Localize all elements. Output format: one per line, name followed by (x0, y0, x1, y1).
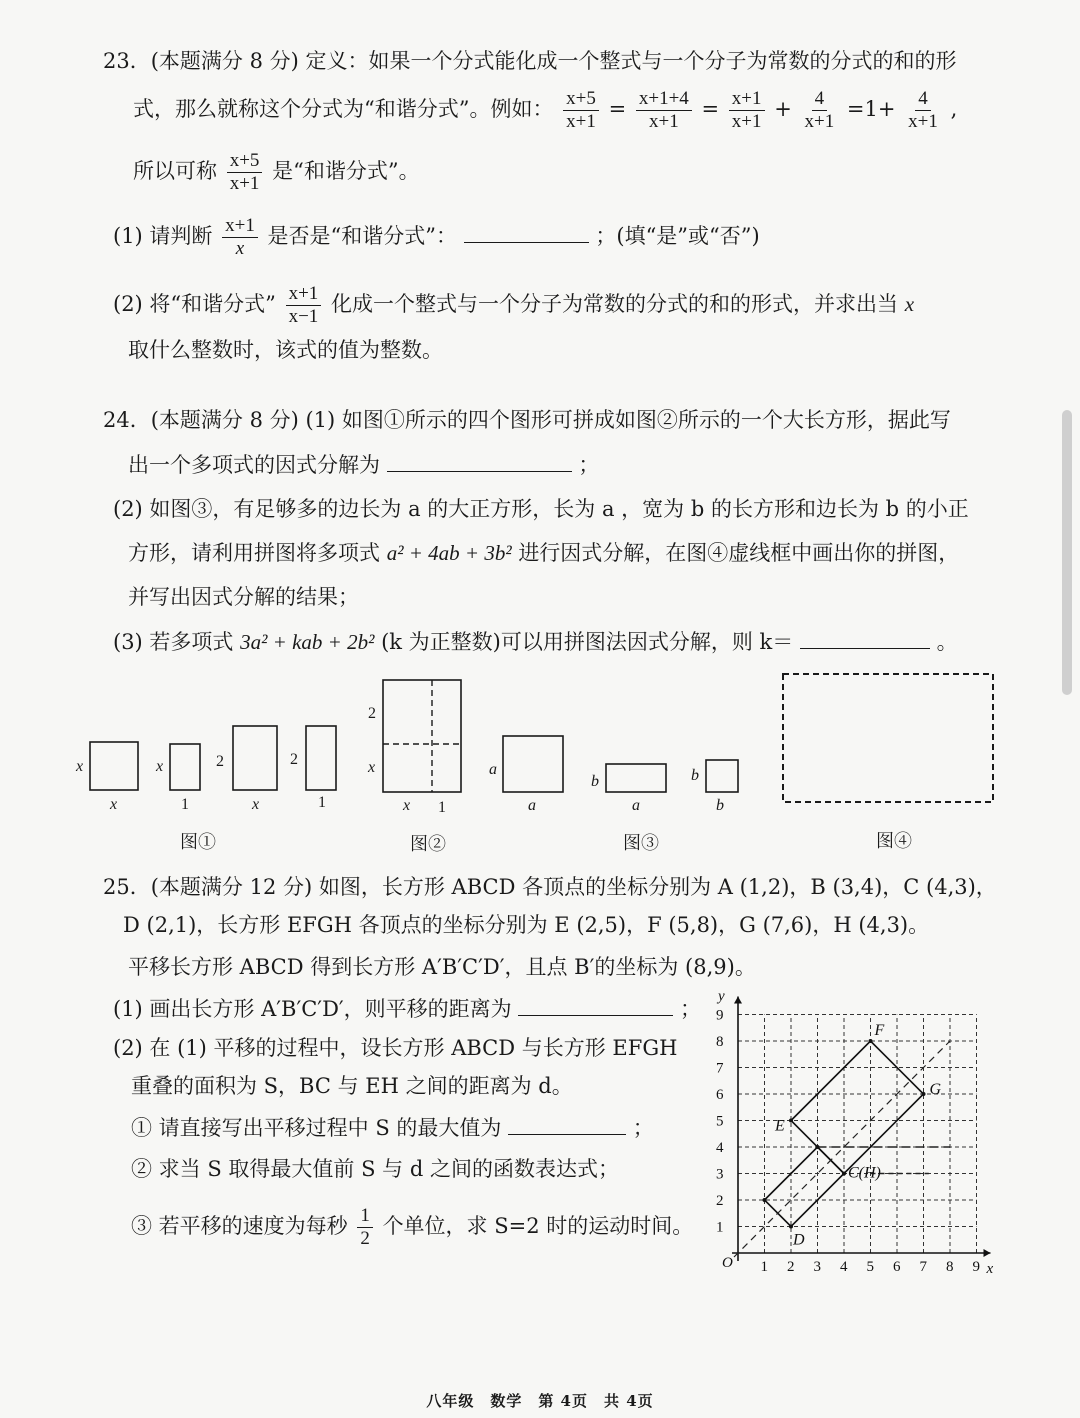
q24-part3-polynomial: 3a² + kab + 2b² (240, 630, 375, 654)
page-footer: 八年级 数学 第 4页 共 4页 (426, 1392, 654, 1410)
q25-sub1-end: ； (632, 1116, 654, 1140)
fig3-label: b (716, 797, 724, 814)
q23-part2-frac: $\frac{x+1}{x-1}$ (286, 283, 322, 328)
x-axis-arrow (984, 1249, 991, 1257)
y-tick-label: 6 (716, 1087, 724, 1103)
fig2-label: 2 (368, 705, 376, 722)
q23-line3 (133, 150, 420, 195)
fig3-label: b (591, 773, 599, 790)
q25-sub3-frac: $\frac{1}{2}$ (357, 1205, 373, 1250)
q23-part2-prefix: (2) 将“和谐分式” (113, 292, 276, 316)
point-label: C(H) (848, 1164, 881, 1182)
y-tick-label: 5 (716, 1113, 724, 1130)
x-tick-label: 8 (946, 1259, 954, 1275)
caption-fig2: 图② (410, 834, 446, 855)
q24-part2-text-b: 进行因式分解，在图④虚线框中画出你的拼图， (518, 541, 960, 565)
q25-line2: D (2,1)，长方形 EFGH 各顶点的坐标分别为 E (2,5)，F (5,8)，G (7,6)，H (4,3)。 (123, 913, 930, 937)
y-tick-label: 3 (716, 1166, 724, 1183)
point-label: E (775, 1117, 785, 1135)
q25-line3: 平移长方形 ABCD 得到长方形 A′B′C′D′，且点 B′的坐标为 (8,9)。 (128, 955, 756, 979)
q24-part2-line2 (128, 538, 959, 568)
fig2-label: x (368, 759, 376, 776)
q24-line2-end: ； (578, 453, 600, 477)
q23-line3-prefix: 所以可称 (133, 159, 217, 183)
caption-fig4: 图④ (876, 831, 912, 852)
scrollbar-thumb[interactable] (1062, 410, 1072, 695)
equals-one-plus: =1+ (846, 97, 896, 121)
point-ch (842, 1172, 846, 1176)
q24-line1: 24．(本题满分 8 分) (1) 如图①所示的四个图形可拼成如图②所示的一个大长方形，据此写 (103, 408, 951, 432)
answer-blank-q23-1[interactable] (464, 220, 589, 243)
equals-sign: = (701, 97, 720, 121)
equals-sign: = (608, 97, 627, 121)
fig1-label: 2 (290, 751, 298, 768)
q25-part1 (113, 993, 701, 1024)
origin-label: O (722, 1255, 733, 1271)
fig3-square-b (706, 760, 738, 792)
example-frac-1: $\frac{x+5}{x+1}$ (563, 88, 599, 133)
rectangles (734, 1039, 950, 1257)
q25-sub3 (131, 1205, 693, 1250)
fig3-label: b (691, 767, 699, 784)
q25-sub3-text-b: 个单位，求 S=2 时的运动时间。 (382, 1214, 694, 1238)
example-frac-4: $\frac{4}{x+1}$ (804, 88, 835, 132)
point-g (922, 1092, 926, 1096)
q25-part1-end: ； (680, 997, 702, 1021)
caption-fig3: 图③ (623, 833, 659, 854)
q24-part2-line3: 并写出因式分解的结果； (128, 585, 359, 609)
example-frac-3: $\frac{x+1}{x+1}$ (729, 88, 765, 133)
answer-blank-q25-1[interactable] (518, 993, 673, 1016)
fig1-label: x (156, 758, 164, 775)
y-axis-label: y (718, 988, 725, 1005)
fig3-label: a (632, 797, 640, 814)
x-tick-label: 1 (760, 1259, 768, 1275)
q24-part3 (113, 626, 958, 657)
x-tick-label: 6 (893, 1259, 901, 1275)
q25-line1: 25．(本题满分 12 分) 如图，长方形 ABCD 各顶点的坐标分别为 A (1,2)，B (3,4)，C (4,3)， (103, 875, 997, 899)
fig1-label: 1 (318, 794, 326, 811)
q23-line3-frac: $\frac{x+5}{x+1}$ (227, 150, 263, 195)
fig1-rect-21 (306, 726, 336, 790)
example-frac-5: $\frac{4}{x+1}$ (908, 88, 938, 132)
plus-sign: + (774, 97, 792, 121)
answer-blank-q24-1[interactable] (387, 449, 572, 472)
fig3-rect-ab (606, 764, 666, 792)
q24-part3-end: 。 (936, 630, 958, 654)
q25-sub1 (131, 1112, 654, 1143)
y-tick-label: 7 (716, 1060, 724, 1077)
y-tick-label: 1 (716, 1219, 724, 1236)
q25-sub2: ② 求当 S 取得最大值前 S 与 d 之间的函数表达式； (131, 1157, 619, 1181)
point-d (789, 1225, 793, 1229)
y-tick-label: 4 (716, 1140, 724, 1156)
grid-labels (716, 989, 994, 1278)
fig1-rect-2x (233, 726, 277, 790)
example-frac-2: $\frac{x+1+4}{x+1}$ (636, 88, 692, 133)
axes (732, 997, 991, 1262)
q23-part1 (113, 215, 760, 260)
q23-part2-var: x (904, 292, 915, 316)
q23-line1: 23．(本题满分 8 分) 定义：如果一个分式能化成一个整式与一个分子为常数的分式的和的形 (103, 49, 957, 73)
q23-part2-line2: 取什么整数时，该式的值为整数。 (128, 338, 443, 362)
fig1-label: x (110, 796, 118, 813)
q23-line2-text: 式，那么就称这个分式为“和谐分式”。例如： (133, 97, 554, 121)
q23-part1-frac: $\frac{x+1}{x}$ (222, 215, 258, 260)
q25-part2-line1: (2) 在 (1) 平移的过程中，设长方形 ABCD 与长方形 EFGH (113, 1036, 678, 1060)
x-tick-label: 2 (787, 1259, 795, 1275)
fig3-label: a (528, 797, 536, 814)
fig2-big-rect (383, 680, 461, 792)
y-axis-arrow (734, 997, 742, 1004)
q24-part2-text-a: 方形，请利用拼图将多项式 (128, 541, 380, 565)
point-b (816, 1145, 820, 1149)
q24-part2-line1: (2) 如图③，有足够多的边长为 a 的大正方形，长为 a ，宽为 b 的长方形和边长为 b 的小正 (113, 497, 969, 521)
answer-blank-q24-3[interactable] (800, 626, 930, 649)
q24-part3-text-b: (k 为正整数)可以用拼图法因式分解，则 k＝ (381, 630, 794, 654)
q23-part2 (113, 283, 914, 328)
translation-path (734, 1041, 950, 1257)
point-a (763, 1198, 767, 1202)
q23-line3-suffix: 是“和谐分式”。 (272, 159, 420, 183)
fig2-label: x (403, 797, 411, 814)
q25-part2-line2: 重叠的面积为 S，BC 与 EH 之间的距离为 d。 (131, 1074, 573, 1098)
y-tick-label: 8 (716, 1034, 724, 1050)
q24-polynomial: a² + 4ab + 3b² (386, 541, 512, 565)
q23-part2-suffix: 化成一个整式与一个分子为常数的分式的和的形式，并求出当 (331, 292, 898, 316)
q23-part1-suffix: 是否是“和谐分式”： (267, 224, 457, 248)
caption-fig1: 图① (180, 832, 216, 853)
x-tick-label: 7 (919, 1259, 927, 1275)
comma: , (950, 97, 958, 121)
answer-blank-q25-2[interactable] (508, 1112, 626, 1135)
point-label: G (929, 1081, 942, 1098)
fig4-dashed-box (783, 674, 993, 802)
fig1-rect-x1 (170, 744, 200, 790)
x-tick-label: 4 (840, 1259, 848, 1275)
fig1-label: x (252, 796, 260, 813)
q24-line2-text: 出一个多项式的因式分解为 (128, 453, 380, 477)
x-axis-label: x (986, 1261, 994, 1277)
point-label: D (793, 1231, 805, 1249)
q25-sub1-text: ① 请直接写出平移过程中 S 的最大值为 (131, 1116, 502, 1140)
fig1-label: x (76, 758, 84, 775)
fig3-square-a (503, 736, 563, 792)
fig1-square-x (90, 742, 138, 790)
q24-line2 (128, 449, 599, 480)
fig2-label: 1 (438, 799, 446, 816)
point-f (869, 1039, 873, 1043)
fig1-label: 2 (216, 753, 224, 770)
q23-part1-prefix: (1) 请判断 (113, 224, 213, 248)
point-e (789, 1119, 793, 1123)
y-tick-label: 9 (716, 1007, 724, 1024)
y-tick-label: 2 (716, 1193, 724, 1209)
x-tick-label: 5 (866, 1259, 874, 1275)
q23-line2 (133, 88, 957, 133)
fig3-label: a (489, 761, 497, 778)
q25-part1-text: (1) 画出长方形 A′B′C′D′，则平移的距离为 (113, 997, 512, 1021)
q25-sub3-text-a: ③ 若平移的速度为每秒 (131, 1214, 348, 1238)
x-tick-label: 9 (972, 1259, 980, 1275)
coordinate-grid (708, 985, 1008, 1285)
q24-part3-text-a: (3) 若多项式 (113, 630, 234, 654)
q23-part1-end: ；(填“是”或“否”) (595, 224, 760, 248)
q24-figures (70, 668, 1010, 818)
x-tick-label: 3 (813, 1259, 821, 1275)
point-label: F (874, 1022, 885, 1039)
fig1-label: 1 (181, 796, 189, 813)
